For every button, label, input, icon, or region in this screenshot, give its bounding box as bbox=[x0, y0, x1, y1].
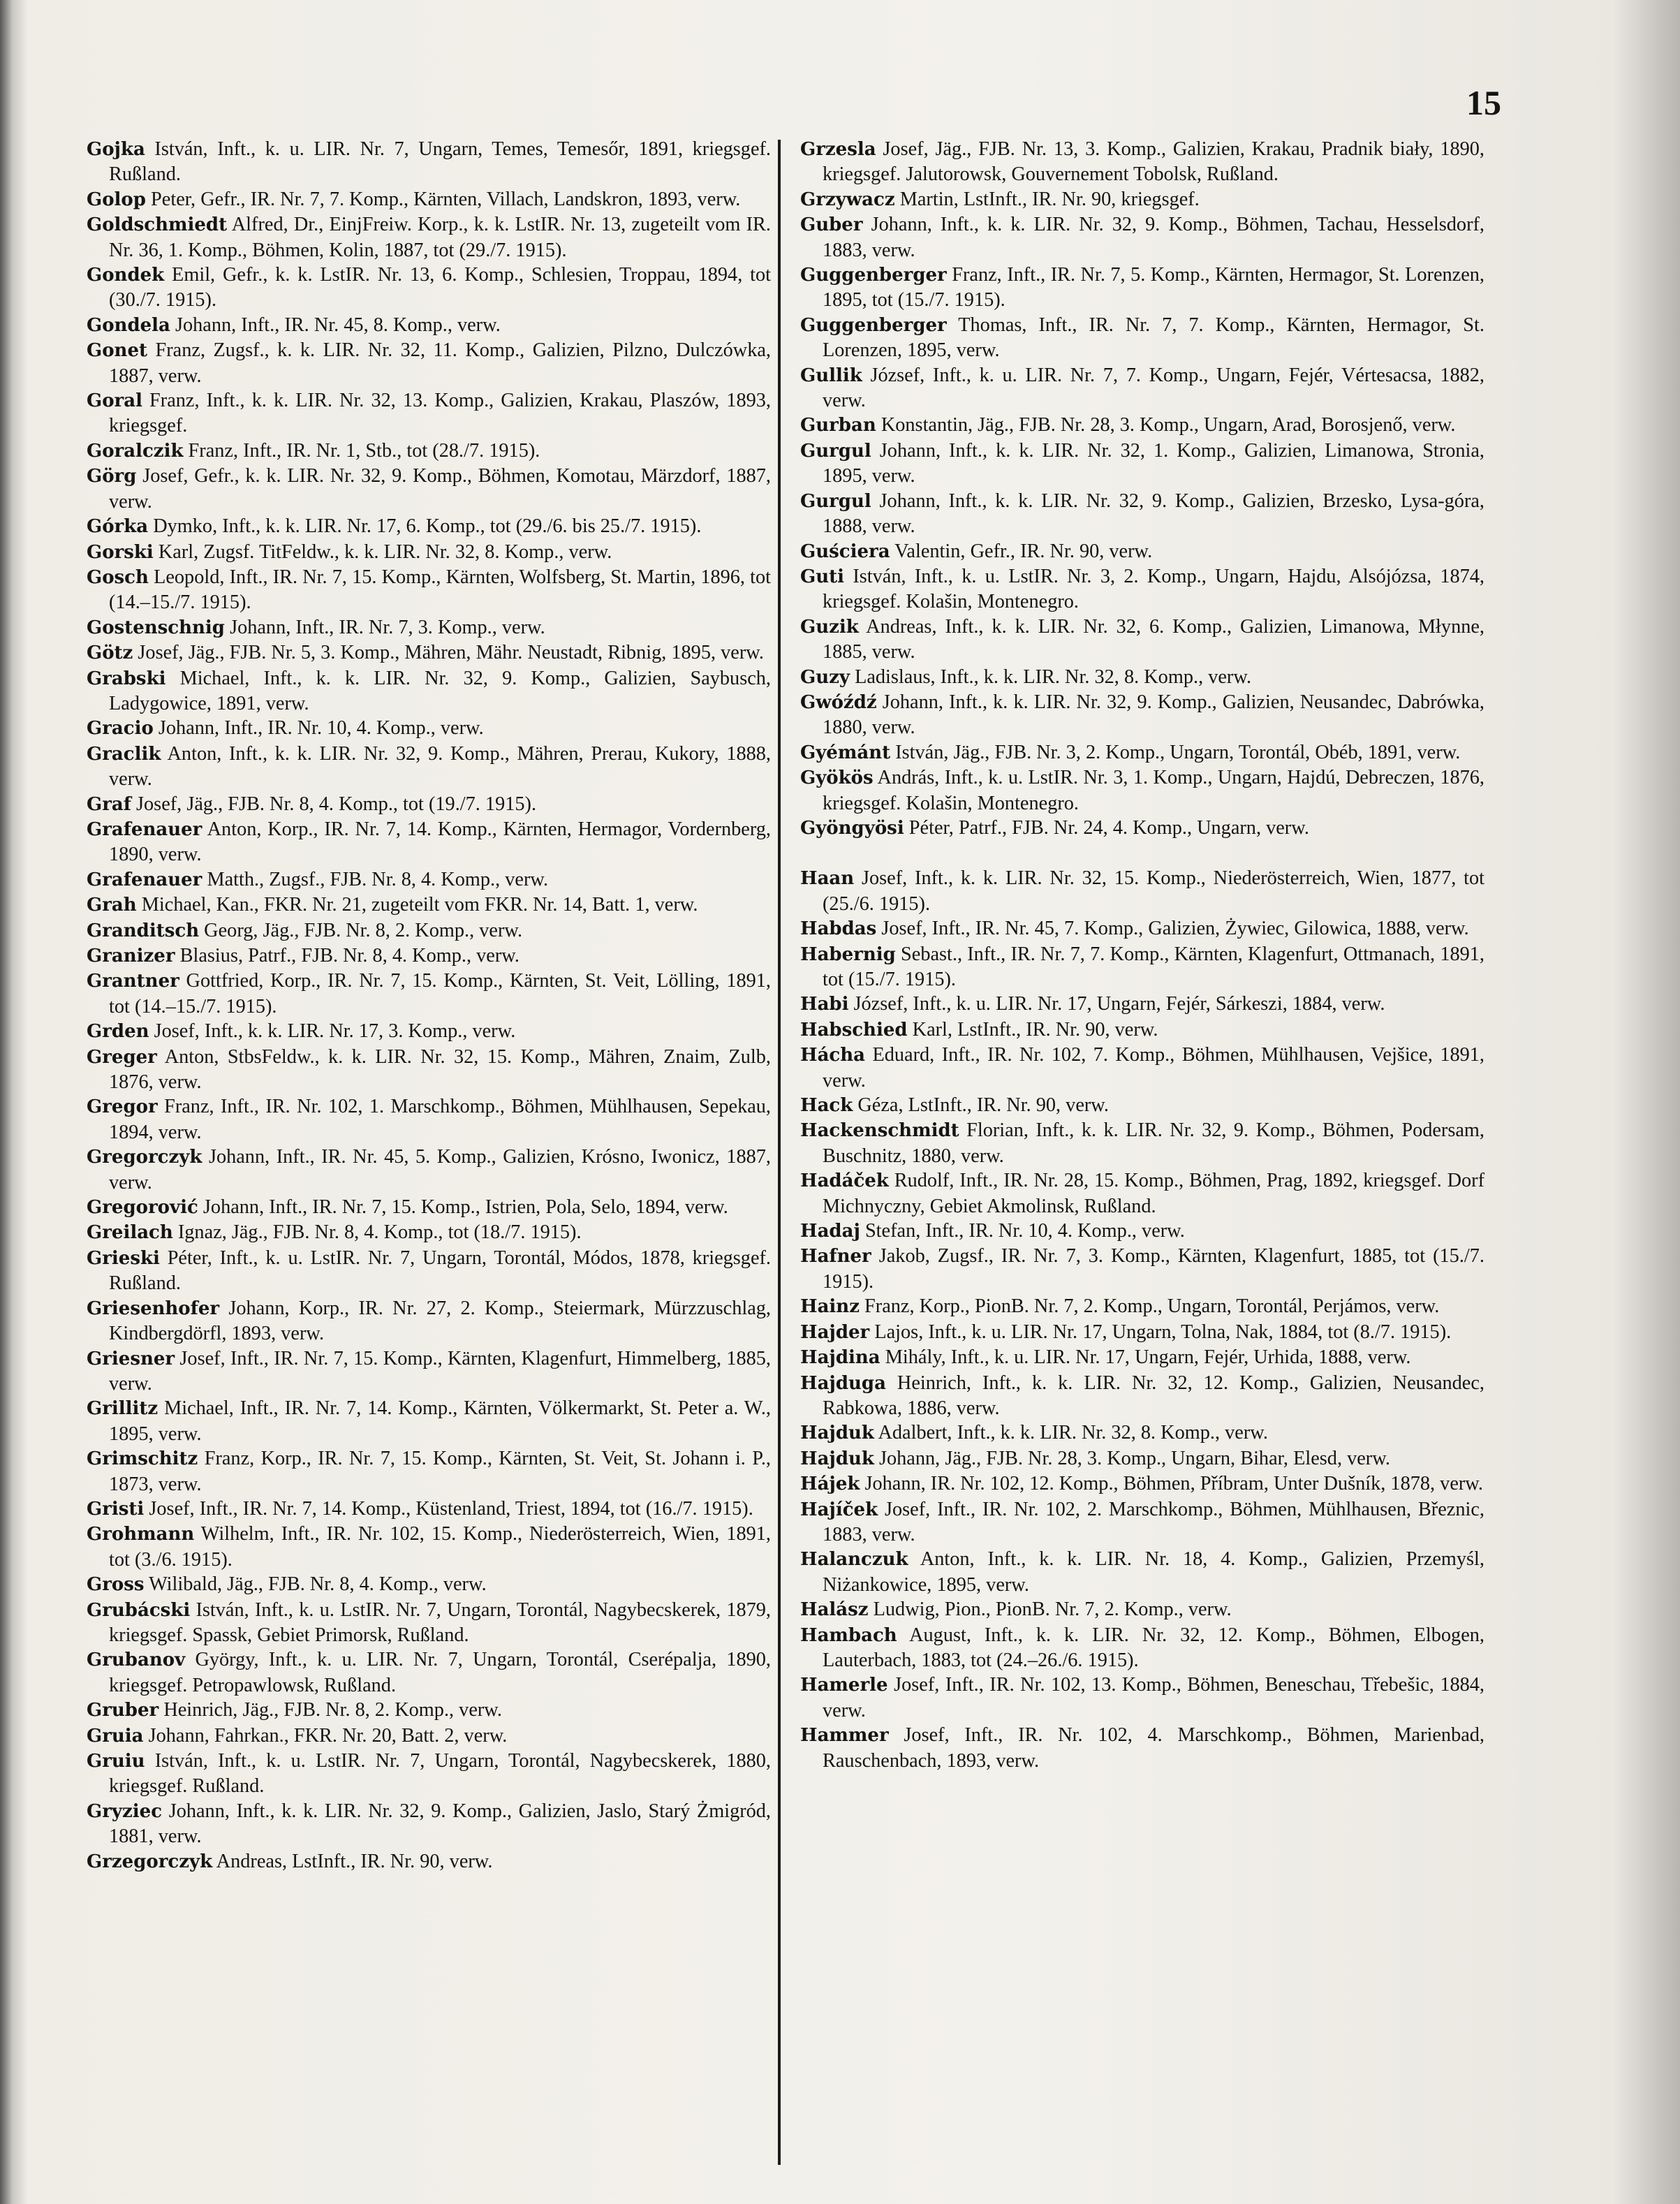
entry-details: Johann, Inft., IR. Nr. 45, 8. Komp., verw. bbox=[175, 314, 501, 336]
register-entry bbox=[800, 1420, 1484, 1446]
entry-surname: Goralczik bbox=[87, 440, 184, 462]
entry-surname: Hamerle bbox=[800, 1675, 888, 1696]
register-entry bbox=[800, 816, 1484, 841]
entry-details: István, Inft., k. u. LstIR. Nr. 3, 2. Komp., Ungarn, Hajdu, Alsójózsa, 1874, kriegsgef. Kolašin, Montenegro. bbox=[823, 565, 1485, 613]
register-entry bbox=[87, 918, 771, 943]
entry-details: Josef, Inft., IR. Nr. 7, 15. Komp., Kärnten, Klagenfurt, Himmelberg, 1885, verw. bbox=[109, 1347, 771, 1395]
entry-surname: Halanczuk bbox=[800, 1549, 908, 1571]
register-entry bbox=[800, 363, 1484, 413]
entry-details: Péter, Patrf., FJB. Nr. 24, 4. Komp., Ungarn, verw. bbox=[908, 816, 1309, 839]
entry-surname: Gorski bbox=[87, 541, 154, 563]
entry-surname: Grohmann bbox=[87, 1524, 195, 1545]
entry-surname: Grden bbox=[87, 1021, 149, 1043]
entry-details: Stefan, Inft., IR. Nr. 10, 4. Komp., verw. bbox=[864, 1220, 1185, 1242]
entry-surname: Grafenauer bbox=[87, 869, 202, 890]
entry-details: Franz, Inft., IR. Nr. 1, Stb., tot (28./7. 1915). bbox=[188, 439, 540, 462]
entry-surname: Gyémánt bbox=[800, 742, 891, 763]
register-entry bbox=[800, 740, 1484, 765]
entry-surname: Hajíček bbox=[800, 1499, 878, 1520]
register-entry bbox=[800, 1497, 1484, 1548]
entry-surname: Hambach bbox=[800, 1624, 897, 1646]
entry-surname: Graclik bbox=[87, 743, 161, 765]
entry-surname: Gristi bbox=[87, 1498, 145, 1520]
register-entry bbox=[800, 1345, 1484, 1370]
register-entry bbox=[800, 1043, 1484, 1093]
entry-surname: Grah bbox=[87, 895, 137, 916]
right-column bbox=[800, 137, 1484, 1773]
entry-surname: Gruber bbox=[87, 1700, 159, 1721]
entry-surname: Grantner bbox=[87, 971, 179, 992]
entry-surname: Hajduk bbox=[800, 1448, 874, 1469]
entry-details: Andreas, Inft., k. k. LIR. Nr. 32, 6. Komp., Galizien, Limanowa, Młynne, 1885, verw. bbox=[823, 615, 1484, 663]
entry-details: Ladislaus, Inft., k. k. LIR. Nr. 32, 8. Komp., verw. bbox=[855, 666, 1252, 688]
register-entry bbox=[800, 1723, 1484, 1773]
register-entry bbox=[87, 1094, 771, 1145]
entry-surname: Hafner bbox=[800, 1246, 871, 1268]
register-entry bbox=[87, 1799, 771, 1849]
left-column bbox=[87, 137, 771, 1874]
entry-details: Florian, Inft., k. k. LIR. Nr. 32, 9. Komp., Böhmen, Podersam, Buschnitz, 1880, verw. bbox=[823, 1119, 1484, 1167]
entry-details: Josef, Jäg., FJB. Nr. 13, 3. Komp., Galizien, Krakau, Pradnik biały, 1890, kriegsgef. Jalutorowsk, Gouvernement Tobolsk, Rußland. bbox=[823, 138, 1485, 186]
entry-details: József, Inft., k. u. LIR. Nr. 17, Ungarn, Fejér, Sárkeszi, 1884, verw. bbox=[853, 993, 1385, 1015]
register-entry bbox=[800, 313, 1484, 363]
entry-details: Josef, Inft., k. k. LIR. Nr. 32, 15. Komp., Niederösterreich, Wien, 1877, tot (25./6. 1915). bbox=[823, 867, 1484, 915]
register-entry bbox=[87, 1724, 771, 1749]
entry-surname: Guzy bbox=[800, 666, 850, 688]
entry-details: Josef, Inft., IR. Nr. 7, 14. Komp., Küstenland, Triest, 1894, tot (16./7. 1915). bbox=[149, 1497, 753, 1520]
entry-details: Michael, Kan., FKR. Nr. 21, zugeteilt vom FKR. Nr. 14, Batt. 1, verw. bbox=[141, 894, 698, 916]
entry-surname: Granditsch bbox=[87, 920, 200, 941]
entry-details: Géza, LstInft., IR. Nr. 90, verw. bbox=[857, 1094, 1109, 1117]
entry-surname: Hammer bbox=[800, 1725, 889, 1747]
entry-surname: Gross bbox=[87, 1574, 145, 1596]
entry-details: Péter, Inft., k. u. LstIR. Nr. 7, Ungarn, Torontál, Módos, 1878, kriegsgef. Rußland. bbox=[109, 1247, 772, 1295]
register-entry bbox=[800, 1471, 1484, 1497]
entry-details: István, Jäg., FJB. Nr. 3, 2. Komp., Ungarn, Torontál, Obéb, 1891, verw. bbox=[895, 741, 1461, 763]
entry-details: Franz, Korp., IR. Nr. 7, 15. Komp., Kärnten, St. Veit, St. Johann i. P., 1873, verw. bbox=[109, 1448, 771, 1495]
entry-surname: Hainz bbox=[800, 1296, 860, 1318]
entry-details: Heinrich, Jäg., FJB. Nr. 8, 2. Komp., verw. bbox=[163, 1699, 502, 1721]
entry-surname: Grafenauer bbox=[87, 818, 202, 840]
entry-surname: Griesner bbox=[87, 1348, 175, 1369]
entry-surname: Gonet bbox=[87, 340, 148, 362]
entry-details: Mihály, Inft., k. u. LIR. Nr. 17, Ungarn, Fejér, Urhida, 1888, verw. bbox=[885, 1346, 1411, 1369]
entry-details: Johann, Fahrkan., FKR. Nr. 20, Batt. 2, verw. bbox=[148, 1724, 508, 1747]
register-entry bbox=[87, 1396, 771, 1446]
register-entry bbox=[800, 1371, 1484, 1421]
entry-details: Josef, Inft., IR. Nr. 45, 7. Komp., Galizien, Żywiec, Gilowica, 1888, verw. bbox=[881, 918, 1469, 940]
register-entry bbox=[800, 942, 1484, 992]
register-entry bbox=[800, 1118, 1484, 1168]
entry-details: Johann, Inft., k. k. LIR. Nr. 32, 9. Komp., Galizien, Neusandec, Dabrówka, 1880, verw. bbox=[823, 691, 1484, 739]
entry-details: Anton, Korp., IR. Nr. 7, 14. Komp., Kärnten, Hermagor, Vordernberg, 1890, verw. bbox=[109, 818, 772, 866]
entry-surname: Hájek bbox=[800, 1474, 860, 1495]
entry-surname: Hajduk bbox=[800, 1423, 874, 1444]
register-entry bbox=[800, 1219, 1484, 1244]
register-entry bbox=[800, 1547, 1484, 1597]
entry-surname: Habernig bbox=[800, 943, 896, 965]
entry-details: Johann, Inft., IR. Nr. 10, 4. Komp., verw. bbox=[158, 717, 484, 740]
register-entry bbox=[87, 1296, 771, 1346]
register-entry bbox=[800, 1244, 1484, 1294]
entry-details: Anton, Inft., k. k. LIR. Nr. 32, 9. Komp., Mähren, Prerau, Kukory, 1888, verw. bbox=[109, 742, 771, 791]
entry-details: Ignaz, Jäg., FJB. Nr. 8, 4. Komp., tot (18./7. 1915). bbox=[177, 1221, 582, 1244]
entry-details: Matth., Zugsf., FJB. Nr. 8, 4. Komp., verw. bbox=[207, 868, 549, 890]
register-entry bbox=[87, 1849, 771, 1874]
register-entry bbox=[800, 1017, 1484, 1043]
entry-details: Konstantin, Jäg., FJB. Nr. 28, 3. Komp., Ungarn, Arad, Borosjenő, verw. bbox=[880, 414, 1456, 436]
entry-surname: Hadaj bbox=[800, 1221, 860, 1242]
entry-details: August, Inft., k. k. LIR. Nr. 32, 12. Komp., Böhmen, Elbogen, Lauterbach, 1883, tot (24.–26./6. 1915). bbox=[823, 1624, 1484, 1671]
page-number: 15 bbox=[1466, 83, 1501, 122]
entry-surname: Gyökös bbox=[800, 767, 874, 789]
entry-details: Franz, Inft., k. k. LIR. Nr. 32, 13. Komp., Galizien, Krakau, Plaszów, 1893, kriegsgef. bbox=[109, 390, 771, 437]
entry-details: Johann, Inft., k. k. LIR. Nr. 32, 9. Komp., Galizien, Brzesko, Lysa-góra, 1888, verw. bbox=[823, 490, 1484, 538]
register-entry bbox=[87, 892, 771, 918]
register-entry bbox=[800, 1597, 1484, 1622]
column-divider bbox=[778, 140, 781, 2165]
register-entry bbox=[800, 1093, 1484, 1118]
entry-details: Johann, Inft., k. k. LIR. Nr. 32, 1. Komp., Galizien, Limanowa, Stronia, 1895, verw. bbox=[823, 439, 1485, 487]
register-entry bbox=[87, 1572, 771, 1597]
register-entry bbox=[87, 464, 771, 514]
entry-details: Gottfried, Korp., IR. Nr. 7, 15. Komp., Kärnten, St. Veit, Lölling, 1891, tot (14.–15./7. 1915). bbox=[109, 970, 771, 1017]
register-entry bbox=[87, 817, 771, 867]
entry-details: Wilhelm, Inft., IR. Nr. 102, 15. Komp., Niederösterreich, Wien, 1891, tot (3./6. 1915). bbox=[109, 1523, 771, 1571]
entry-surname: Grieski bbox=[87, 1247, 160, 1269]
entry-details: Franz, Inft., IR. Nr. 102, 1. Marschkomp., Böhmen, Mühlhausen, Sepekau, 1894, verw. bbox=[109, 1096, 771, 1143]
register-entry bbox=[800, 1320, 1484, 1345]
entry-surname: Gregorczyk bbox=[87, 1147, 202, 1168]
entry-surname: Grubanov bbox=[87, 1650, 186, 1671]
entry-details: András, Inft., k. u. LstIR. Nr. 3, 1. Komp., Ungarn, Hajdú, Debreczen, 1876, kriegsgef. Kolašin, Montenegro. bbox=[823, 767, 1484, 814]
entry-details: Josef, Inft., IR. Nr. 102, 13. Komp., Böhmen, Beneschau, Třebešic, 1884, verw. bbox=[823, 1674, 1485, 1721]
entry-details: György, Inft., k. u. LIR. Nr. 7, Ungarn, Torontál, Cserépalja, 1890, kriegsgef. Petropawlowsk, Rußland. bbox=[109, 1649, 771, 1696]
register-entry bbox=[87, 1598, 771, 1648]
entry-surname: Guzik bbox=[800, 616, 859, 638]
entry-surname: Gojka bbox=[87, 139, 145, 160]
entry-details: Johann, Inft., IR. Nr. 45, 5. Komp., Galizien, Krósno, Iwonicz, 1887, verw. bbox=[109, 1146, 771, 1193]
entry-details: Anton, Inft., k. k. LIR. Nr. 18, 4. Komp., Galizien, Przemyśl, Niżankowice, 1895, verw. bbox=[823, 1548, 1484, 1596]
entry-surname: Gurgul bbox=[800, 490, 871, 512]
register-entry bbox=[800, 564, 1484, 615]
entry-details: Rudolf, Inft., IR. Nr. 28, 15. Komp., Böhmen, Prag, 1892, kriegsgef. Dorf Michnyczny, Gebiet Akmolinsk, Rußland. bbox=[823, 1170, 1484, 1217]
entry-surname: Guściera bbox=[800, 541, 890, 562]
entry-details: Johann, IR. Nr. 102, 12. Komp., Böhmen, Příbram, Unter Dušník, 1878, verw. bbox=[864, 1473, 1483, 1495]
entry-details: Ludwig, Pion., PionB. Nr. 7, 2. Komp., verw. bbox=[873, 1599, 1232, 1621]
register-entry bbox=[87, 666, 771, 717]
entry-details: Franz, Inft., IR. Nr. 7, 5. Komp., Kärnten, Hermagor, St. Lorenzen, 1895, tot (15./7. 1915). bbox=[823, 264, 1485, 311]
entry-details: Anton, StbsFeldw., k. k. LIR. Nr. 32, 15. Komp., Mähren, Znaim, Zulb, 1876, verw. bbox=[109, 1045, 771, 1094]
entry-surname: Gullik bbox=[800, 365, 862, 386]
entry-surname: Gwóźdź bbox=[800, 691, 877, 713]
register-entry bbox=[800, 690, 1484, 740]
entry-surname: Grzywacz bbox=[800, 189, 895, 210]
entry-details: Eduard, Inft., IR. Nr. 102, 7. Komp., Böhmen, Mühlhausen, Vejšice, 1891, verw. bbox=[823, 1044, 1484, 1092]
entry-surname: Götz bbox=[87, 642, 133, 664]
entry-surname: Gostenschnig bbox=[87, 617, 225, 638]
register-entry bbox=[87, 1019, 771, 1044]
register-entry bbox=[800, 665, 1484, 690]
register-entry bbox=[87, 439, 771, 464]
entry-surname: Habschied bbox=[800, 1019, 908, 1041]
entry-details: Andreas, LstInft., IR. Nr. 90, verw. bbox=[216, 1850, 493, 1872]
entry-details: Johann, Inft., k. k. LIR. Nr. 32, 9. Komp., Böhmen, Tachau, Hesselsdorf, 1883, verw. bbox=[823, 214, 1485, 261]
entry-details: Alfred, Dr., EinjFreiw. Korp., k. k. LstIR. Nr. 13, zugeteilt vom IR. Nr. 36, 1. Komp., Böhmen, Kolin, 1887, tot (29./7. 1915). bbox=[109, 214, 772, 261]
entry-details: István, Inft., k. u. LstIR. Nr. 7, Ungarn, Torontál, Nagybecskerek, 1880, kriegsgef. Rußland. bbox=[109, 1750, 772, 1798]
entry-details: Josef, Jäg., FJB. Nr. 5, 3. Komp., Mähren, Mähr. Neustadt, Ribnig, 1895, verw. bbox=[138, 642, 764, 664]
entry-details: Josef, Inft., k. k. LIR. Nr. 17, 3. Komp., verw. bbox=[154, 1020, 516, 1043]
register-entry bbox=[800, 489, 1484, 539]
register-entry bbox=[87, 1195, 771, 1220]
entry-surname: Gurgul bbox=[800, 440, 871, 462]
entry-surname: Gurban bbox=[800, 415, 876, 436]
entry-surname: Guggenberger bbox=[800, 265, 947, 286]
register-entry bbox=[87, 1497, 771, 1522]
register-entry bbox=[800, 413, 1484, 438]
register-entry bbox=[87, 1220, 771, 1245]
entry-surname: Hajduga bbox=[800, 1372, 886, 1394]
entry-surname: Görg bbox=[87, 466, 137, 487]
register-entry bbox=[800, 615, 1484, 665]
register-entry bbox=[800, 866, 1484, 916]
entry-surname: Górka bbox=[87, 516, 149, 538]
entry-surname: Gracio bbox=[87, 718, 154, 740]
register-entry bbox=[87, 1647, 771, 1698]
register-entry bbox=[87, 338, 771, 388]
entry-details: Lajos, Inft., k. u. LIR. Nr. 17, Ungarn, Tolna, Nak, 1884, tot (8./7. 1915). bbox=[874, 1321, 1452, 1343]
register-entry bbox=[800, 539, 1484, 564]
register-entry bbox=[87, 1522, 771, 1572]
register-entry bbox=[87, 867, 771, 892]
entry-surname: Graf bbox=[87, 793, 131, 815]
register-entry bbox=[87, 1246, 771, 1296]
entry-details: Jakob, Zugsf., IR. Nr. 7, 3. Komp., Kärnten, Klagenfurt, 1885, tot (15./7. 1915). bbox=[823, 1245, 1484, 1293]
entry-surname: Habdas bbox=[800, 918, 877, 940]
entry-details: Emil, Gefr., k. k. LstIR. Nr. 13, 6. Komp., Schlesien, Troppau, 1894, tot (30./7. 1915). bbox=[109, 264, 771, 311]
entry-surname: Gondek bbox=[87, 265, 165, 286]
entry-surname: Grillitz bbox=[87, 1398, 159, 1420]
entry-details: József, Inft., k. u. LIR. Nr. 7, 7. Komp., Ungarn, Fejér, Vértesacsa, 1882, verw. bbox=[823, 364, 1484, 412]
register-entry bbox=[800, 916, 1484, 941]
entry-details: Josef, Inft., IR. Nr. 102, 4. Marschkomp., Böhmen, Marienbad, Rauschenbach, 1893, verw. bbox=[823, 1724, 1485, 1772]
register-entry bbox=[87, 742, 771, 792]
register-entry bbox=[87, 212, 771, 263]
register-entry bbox=[87, 565, 771, 615]
register-entry bbox=[800, 992, 1484, 1017]
register-entry bbox=[87, 187, 771, 212]
register-entry bbox=[87, 640, 771, 666]
register-entry bbox=[800, 1294, 1484, 1319]
register-entry bbox=[87, 263, 771, 313]
register-entry bbox=[800, 1623, 1484, 1673]
entry-details: Blasius, Patrf., FJB. Nr. 8, 4. Komp., verw. bbox=[179, 945, 520, 967]
entry-surname: Guti bbox=[800, 566, 844, 587]
entry-surname: Grzegorczyk bbox=[87, 1851, 213, 1872]
entry-details: Michael, Inft., k. k. LIR. Nr. 32, 9. Komp., Galizien, Saybusch, Ladygowice, 1891, verw. bbox=[109, 667, 771, 714]
entry-details: Valentin, Gefr., IR. Nr. 90, verw. bbox=[894, 540, 1153, 562]
register-entry bbox=[800, 187, 1484, 212]
entry-details: Thomas, Inft., IR. Nr. 7, 7. Komp., Kärnten, Hermagor, St. Lorenzen, 1895, verw. bbox=[823, 314, 1484, 362]
register-entry bbox=[800, 212, 1484, 263]
register-entry bbox=[87, 1446, 771, 1497]
entry-surname: Habi bbox=[800, 994, 849, 1015]
entry-surname: Griesenhofer bbox=[87, 1298, 220, 1319]
entry-details: Michael, Inft., IR. Nr. 7, 14. Komp., Kärnten, Völkermarkt, St. Peter a. W., 1895, verw. bbox=[109, 1397, 771, 1445]
entry-surname: Greilach bbox=[87, 1222, 173, 1244]
entry-surname: Grzesla bbox=[800, 139, 876, 160]
entry-surname: Hadáček bbox=[800, 1170, 889, 1192]
entry-details: Johann, Inft., IR. Nr. 7, 15. Komp., Istrien, Pola, Selo, 1894, verw. bbox=[202, 1196, 728, 1219]
register-entry bbox=[87, 1698, 771, 1723]
entry-surname: Granizer bbox=[87, 946, 175, 967]
register-entry bbox=[87, 1749, 771, 1799]
entry-surname: Gyöngyösi bbox=[800, 817, 904, 839]
section-gap bbox=[800, 841, 1484, 866]
entry-surname: Greger bbox=[87, 1046, 157, 1068]
register-entry bbox=[800, 765, 1484, 816]
register-entry bbox=[800, 137, 1484, 187]
entry-details: Karl, Zugsf. TitFeldw., k. k. LIR. Nr. 32, 8. Komp., verw. bbox=[158, 541, 612, 563]
entry-details: Josef, Gefr., k. k. LIR. Nr. 32, 9. Komp., Böhmen, Komotau, Märzdorf, 1887, verw. bbox=[109, 465, 771, 513]
entry-surname: Gregorović bbox=[87, 1197, 198, 1219]
entry-surname: Hajder bbox=[800, 1321, 870, 1343]
entry-details: Johann, Inft., k. k. LIR. Nr. 32, 9. Komp., Galizien, Jaslo, Starý Żmigród, 1881, verw. bbox=[109, 1800, 772, 1848]
entry-surname: Guggenberger bbox=[800, 314, 947, 336]
entry-details: Sebast., Inft., IR. Nr. 7, 7. Komp., Kärnten, Klagenfurt, Ottmanach, 1891, tot (15./7. 1915). bbox=[823, 943, 1484, 990]
entry-surname: Gruia bbox=[87, 1725, 144, 1747]
register-entry bbox=[87, 1145, 771, 1195]
register-entry bbox=[87, 313, 771, 338]
entry-surname: Gosch bbox=[87, 566, 149, 588]
register-entry bbox=[87, 615, 771, 640]
entry-surname: Grubácski bbox=[87, 1599, 191, 1621]
entry-surname: Golop bbox=[87, 189, 146, 210]
register-entry bbox=[87, 943, 771, 969]
register-entry bbox=[800, 1168, 1484, 1219]
entry-surname: Gryziec bbox=[87, 1800, 163, 1822]
entry-details: Johann, Korp., IR. Nr. 27, 2. Komp., Steiermark, Mürzzuschlag, Kindbergdörfl, 1893, verw. bbox=[109, 1297, 772, 1345]
register-entry bbox=[87, 514, 771, 539]
entry-details: Franz, Zugsf., k. k. LIR. Nr. 32, 11. Komp., Galizien, Pilzno, Dulczówka, 1887, verw. bbox=[109, 339, 771, 387]
entry-surname: Gondela bbox=[87, 314, 170, 336]
entry-details: Heinrich, Inft., k. k. LIR. Nr. 32, 12. Komp., Galizien, Neusandec, Rabkowa, 1886, verw. bbox=[823, 1372, 1484, 1419]
entry-details: Johann, Inft., IR. Nr. 7, 3. Komp., verw. bbox=[230, 616, 545, 638]
entry-details: Leopold, Inft., IR. Nr. 7, 15. Komp., Kärnten, Wolfsberg, St. Martin, 1896, tot (14.–15./7. 1915). bbox=[109, 566, 771, 614]
register-entry bbox=[87, 716, 771, 741]
entry-surname: Guber bbox=[800, 214, 863, 236]
entry-surname: Goldschmiedt bbox=[87, 214, 228, 236]
register-entry bbox=[87, 388, 771, 439]
register-entry bbox=[87, 969, 771, 1019]
register-entry bbox=[87, 1346, 771, 1397]
entry-details: Karl, LstInft., IR. Nr. 90, verw. bbox=[912, 1018, 1158, 1041]
register-entry bbox=[800, 1446, 1484, 1471]
entry-details: Martin, LstInft., IR. Nr. 90, kriegsgef. bbox=[899, 188, 1200, 210]
entry-details: Peter, Gefr., IR. Nr. 7, 7. Komp., Kärnten, Villach, Landskron, 1893, verw. bbox=[151, 188, 741, 210]
register-entry bbox=[800, 263, 1484, 313]
entry-details: István, Inft., k. u. LIR. Nr. 7, Ungarn, Temes, Temesőr, 1891, kriegsgef. Rußland. bbox=[109, 138, 772, 186]
entry-details: Adalbert, Inft., k. k. LIR. Nr. 32, 8. Komp., verw. bbox=[878, 1422, 1268, 1444]
entry-details: István, Inft., k. u. LstIR. Nr. 7, Ungarn, Torontál, Nagybecskerek, 1879, kriegsgef. Spassk, Gebiet Primorsk, Rußland. bbox=[109, 1599, 771, 1646]
register-entry bbox=[87, 792, 771, 817]
entry-surname: Hack bbox=[800, 1095, 853, 1117]
entry-details: Wilibald, Jäg., FJB. Nr. 8, 4. Komp., verw. bbox=[149, 1573, 487, 1596]
register-entry bbox=[87, 1045, 771, 1095]
entry-details: Johann, Jäg., FJB. Nr. 28, 3. Komp., Ungarn, Bihar, Elesd, verw. bbox=[879, 1447, 1390, 1469]
entry-details: Franz, Korp., PionB. Nr. 7, 2. Komp., Ungarn, Torontál, Perjámos, verw. bbox=[864, 1295, 1440, 1318]
entry-surname: Grabski bbox=[87, 668, 166, 689]
register-entry bbox=[87, 540, 771, 565]
register-entry bbox=[800, 1673, 1484, 1723]
entry-surname: Hácha bbox=[800, 1045, 865, 1066]
entry-surname: Gruiu bbox=[87, 1751, 145, 1772]
register-entry bbox=[87, 137, 771, 187]
entry-details: Josef, Jäg., FJB. Nr. 8, 4. Komp., tot (19./7. 1915). bbox=[136, 793, 537, 815]
entry-surname: Hackenschmidt bbox=[800, 1120, 959, 1142]
entry-surname: Halász bbox=[800, 1599, 869, 1621]
entry-details: Georg, Jäg., FJB. Nr. 8, 2. Komp., verw. bbox=[204, 919, 523, 941]
entry-surname: Grimschitz bbox=[87, 1448, 198, 1470]
entry-surname: Hajdina bbox=[800, 1347, 880, 1369]
entry-surname: Goral bbox=[87, 390, 142, 412]
entry-surname: Haan bbox=[800, 868, 855, 890]
entry-details: Josef, Inft., IR. Nr. 102, 2. Marschkomp., Böhmen, Mühlhausen, Březnic, 1883, verw. bbox=[823, 1498, 1484, 1545]
register-entry bbox=[800, 439, 1484, 489]
entry-surname: Gregor bbox=[87, 1096, 158, 1118]
entry-details: Dymko, Inft., k. k. LIR. Nr. 17, 6. Komp., tot (29./6. bis 25./7. 1915). bbox=[153, 515, 702, 538]
